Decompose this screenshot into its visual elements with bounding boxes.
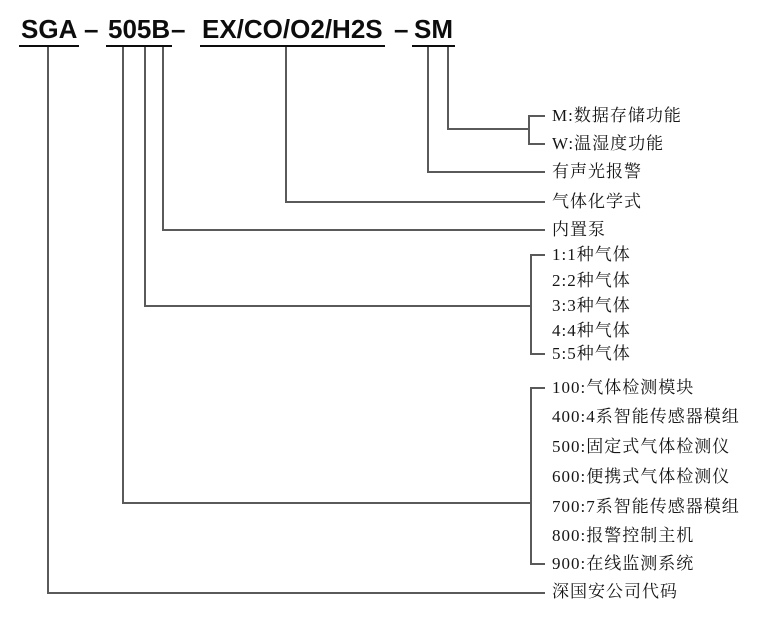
drop-line-company [47,47,49,593]
callout-gas-count-1: 1:1种气体 [552,245,631,264]
callout-alarm: 有声光报警 [552,162,642,181]
callout-gas-count-5: 5:5种气体 [552,344,631,363]
bracket-series [530,387,532,564]
callout-series-100: 100:气体检测模块 [552,378,695,397]
connector-storage-feed [447,128,528,130]
callout-series-500: 500:固定式气体检测仪 [552,437,731,456]
drop-line-storage [447,47,449,129]
callout-suffix-w: W:温湿度功能 [552,134,665,153]
drop-line-alarm [427,47,429,172]
model-separator-2: – [171,14,186,44]
bracket-series-top-stub [530,387,545,389]
callout-series-700: 700:7系智能传感器模组 [552,497,740,516]
model-separator-3: – [394,14,409,44]
model-segment-suffix: SM [412,14,455,47]
connector-company [47,592,545,594]
callout-gas-count-4: 4:4种气体 [552,321,631,340]
callout-gas-formula: 气体化学式 [552,192,642,211]
callout-pump: 内置泵 [552,220,606,239]
connector-alarm [427,171,545,173]
callout-company: 深国安公司代码 [552,582,678,601]
connector-series-feed [122,502,530,504]
bracket-suffix-top-stub [528,115,545,117]
drop-line-gas-count-digit [144,47,146,306]
drop-line-gas-formula [285,47,287,202]
callout-series-400: 400:4系智能传感器模组 [552,407,740,426]
connector-gas-formula [285,201,545,203]
model-separator-1: – [84,14,99,44]
model-segment-company: SGA [19,14,79,47]
connector-pump [162,229,545,231]
bracket-series-bottom-stub [530,563,545,565]
bracket-gas-count [530,254,532,354]
callout-series-800: 800:报警控制主机 [552,526,695,545]
drop-line-series-digit [122,47,124,503]
callout-gas-count-3: 3:3种气体 [552,296,631,315]
callout-series-600: 600:便携式气体检测仪 [552,467,731,486]
model-segment-series: 505B [106,14,172,47]
model-segment-gas-formula: EX/CO/O2/H2S [200,14,385,47]
bracket-gas-count-bottom-stub [530,353,545,355]
connector-gas-count-feed [144,305,530,307]
callout-suffix-m: M:数据存储功能 [552,106,682,125]
drop-line-pump [162,47,164,230]
callout-gas-count-2: 2:2种气体 [552,271,631,290]
callout-series-900: 900:在线监测系统 [552,554,695,573]
bracket-suffix-bottom-stub [528,143,545,145]
bracket-suffix-options [528,115,530,144]
bracket-gas-count-top-stub [530,254,545,256]
